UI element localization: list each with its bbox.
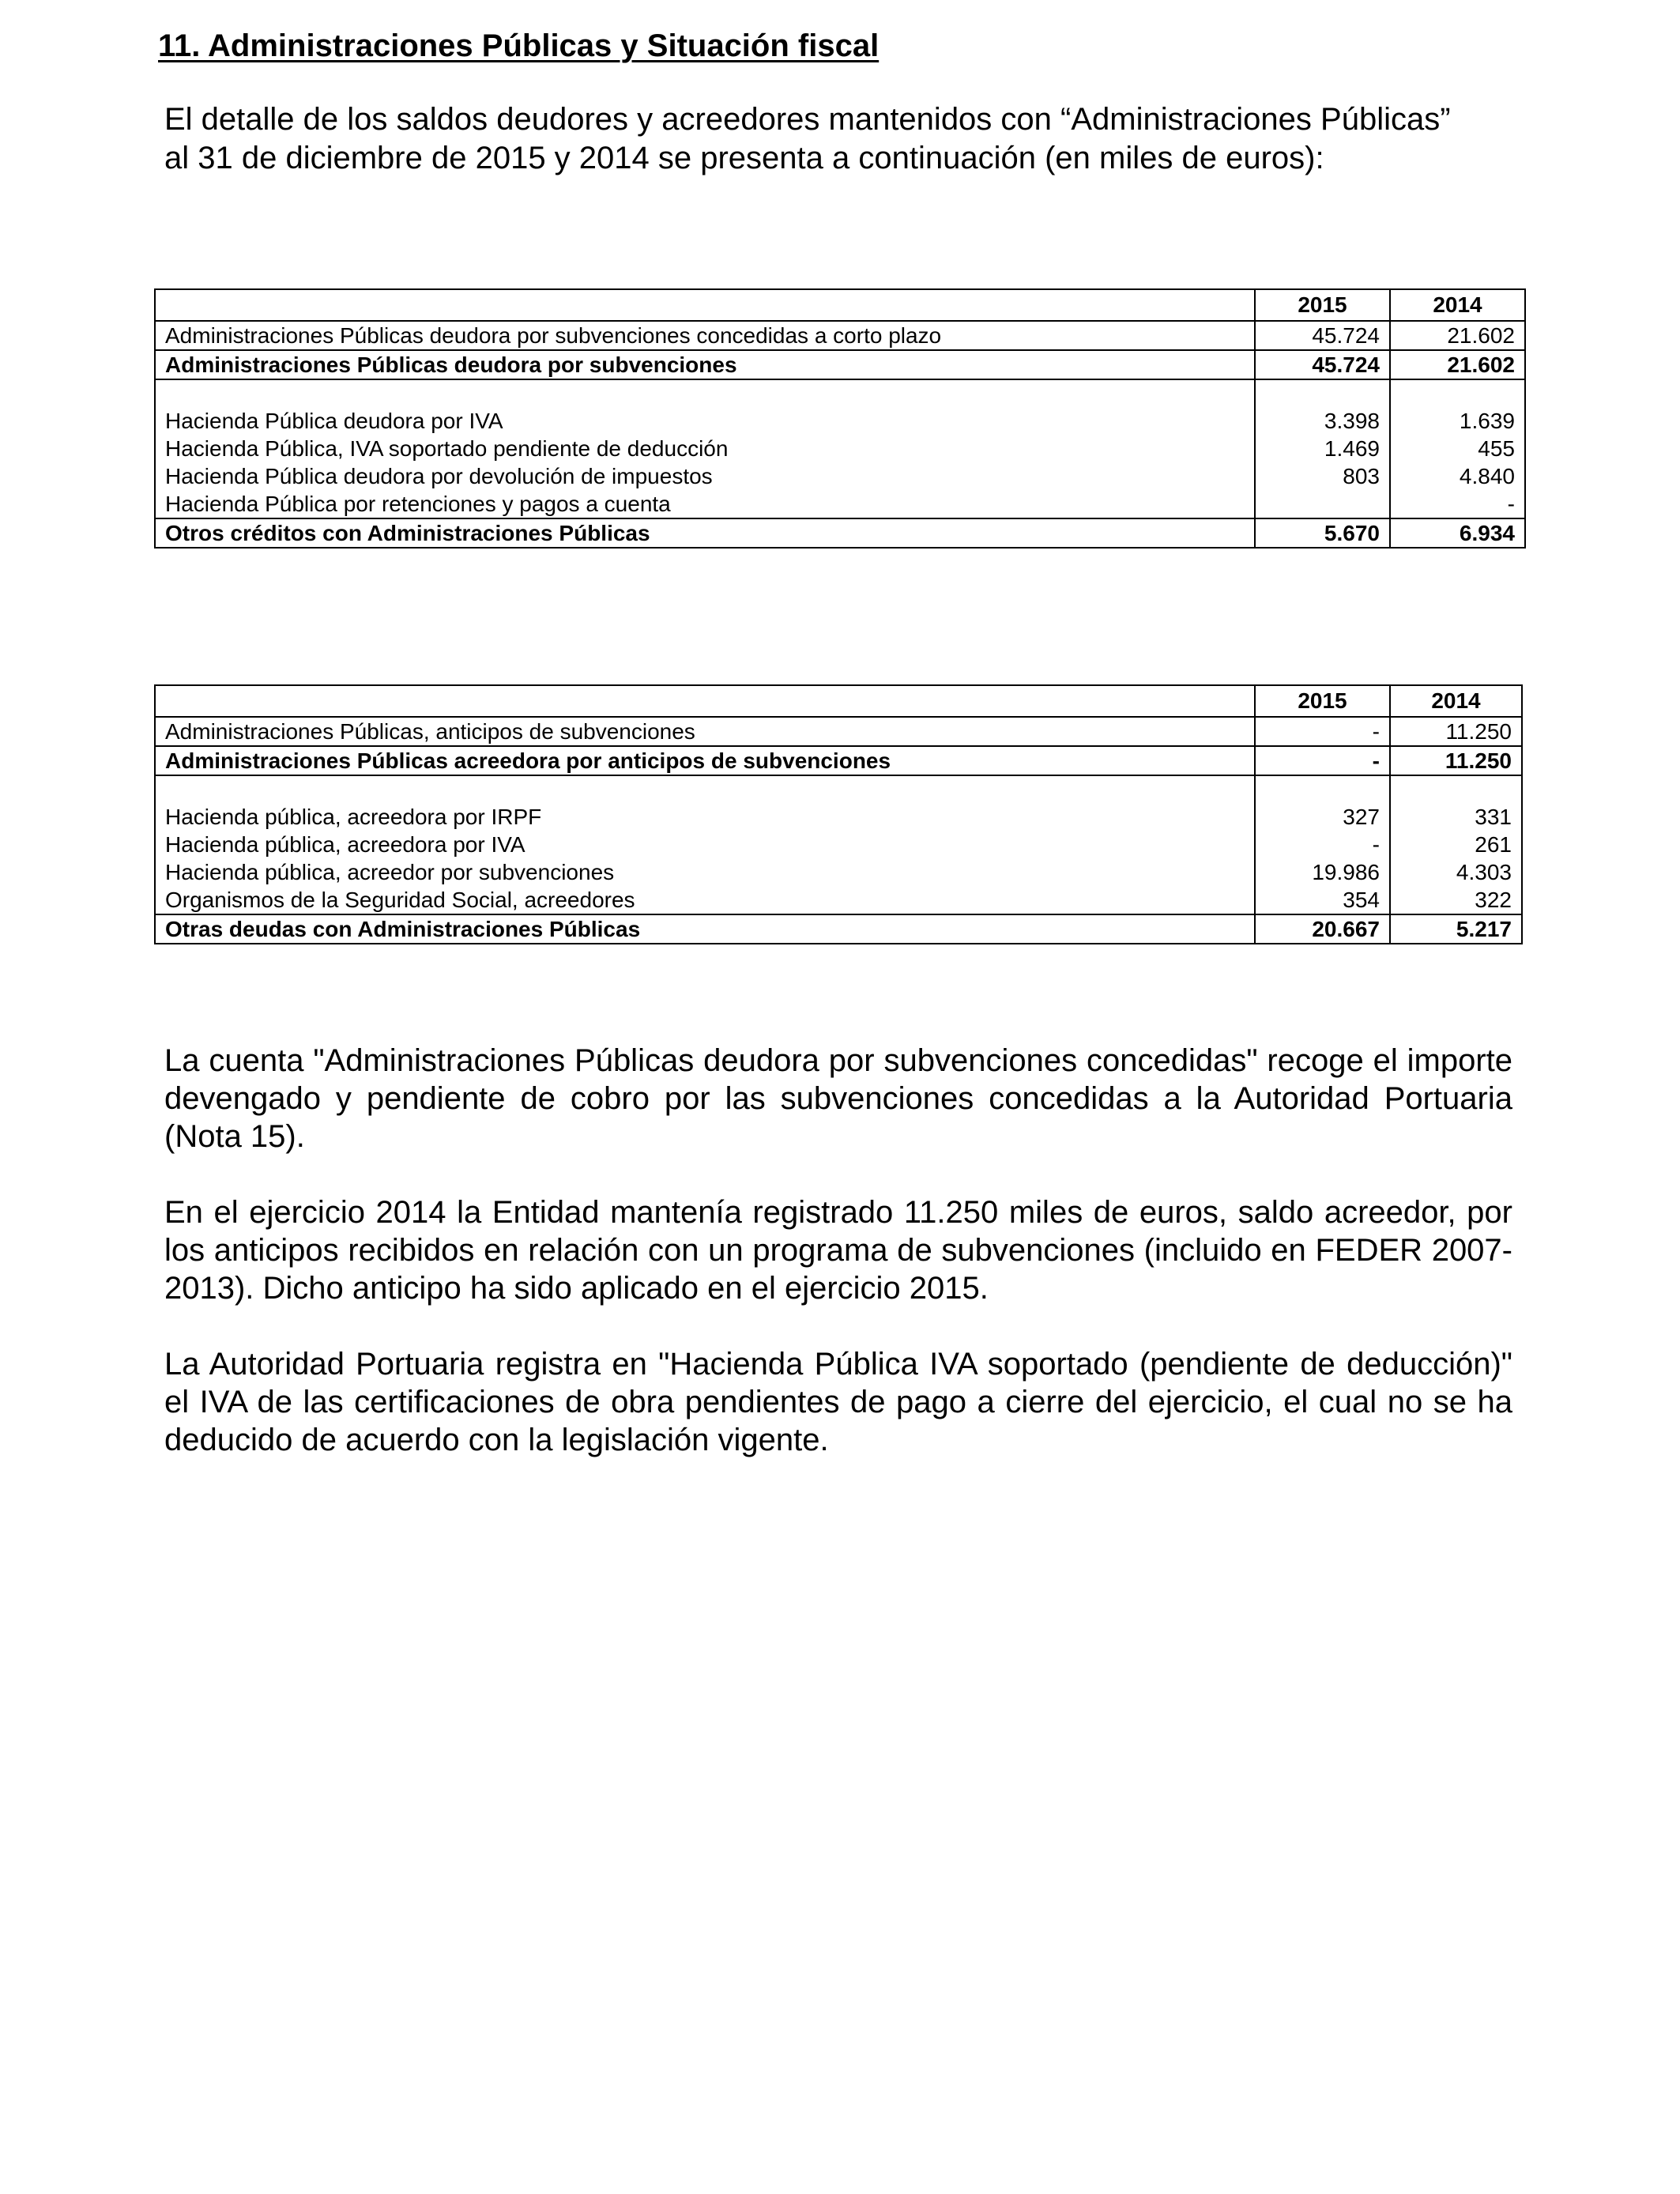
creditor-balances-table — [154, 684, 1523, 944]
value-2014: 331 — [1390, 803, 1522, 831]
table-row — [155, 321, 1525, 350]
value-2015: 1.469 — [1255, 435, 1390, 462]
row-label: Hacienda Pública deudora por IVA — [155, 407, 1255, 435]
row-label: Administraciones Públicas deudora por subvenciones concedidas a corto plazo — [155, 321, 1255, 350]
value-2014: 4.303 — [1390, 858, 1522, 886]
value-2014: 5.217 — [1390, 914, 1522, 944]
intro-line: El detalle de los saldos deudores y acreedores mantenidos con “Administraciones Públicas” — [164, 102, 1451, 137]
row-label: Hacienda pública, acreedora por IRPF — [155, 803, 1255, 831]
table-row — [155, 717, 1522, 746]
column-header-2015: 2015 — [1255, 685, 1390, 717]
debtor-balances-table — [154, 288, 1526, 548]
value-2015: 5.670 — [1255, 518, 1390, 548]
row-label: Administraciones Públicas, anticipos de subvenciones — [155, 717, 1255, 746]
value-2015: - — [1255, 831, 1390, 858]
row-label: Administraciones Públicas deudora por subvenciones — [155, 350, 1255, 379]
value-2015: - — [1255, 717, 1390, 746]
total-row — [155, 518, 1525, 548]
value-2015: 354 — [1255, 886, 1390, 914]
row-label: Organismos de la Seguridad Social, acreedores — [155, 886, 1255, 914]
header-empty-cell — [155, 289, 1255, 321]
notes-body — [164, 1042, 1512, 1497]
table-row — [155, 462, 1525, 490]
total-row — [155, 914, 1522, 944]
value-2014: 1.639 — [1390, 407, 1525, 435]
value-2015: 3.398 — [1255, 407, 1390, 435]
table-row — [155, 858, 1522, 886]
column-header-2014: 2014 — [1390, 685, 1522, 717]
value-2014: 21.602 — [1390, 321, 1525, 350]
intro-line: al 31 de diciembre de 2015 y 2014 se presenta a continuación (en miles de euros): — [164, 141, 1324, 175]
row-label: Hacienda Pública deudora por devolución de impuestos — [155, 462, 1255, 490]
value-2015: 45.724 — [1255, 321, 1390, 350]
value-2014: 21.602 — [1390, 350, 1525, 379]
table-row — [155, 490, 1525, 518]
row-label: Administraciones Públicas acreedora por anticipos de subvenciones — [155, 746, 1255, 775]
row-label: Hacienda Pública por retenciones y pagos a cuenta — [155, 490, 1255, 518]
value-2015: 803 — [1255, 462, 1390, 490]
table-row — [155, 803, 1522, 831]
paragraph: La Autoridad Portuaria registra en "Hacienda Pública IVA soportado (pendiente de deducción)" el IVA de las certificaciones de obra pendientes de pago a cierre del ejercicio, el cual no se ha deducido de acuerdo con la legislación vigente. — [164, 1347, 1512, 1457]
value-2015: - — [1255, 746, 1390, 775]
value-2014: 455 — [1390, 435, 1525, 462]
subtotal-row — [155, 350, 1525, 379]
paragraph: La cuenta "Administraciones Públicas deudora por subvenciones concedidas" recoge el importe devengado y pendiente de cobro por las subvenciones concedidas a la Autoridad Portuaria (Nota 15). — [164, 1043, 1512, 1154]
value-2014: 261 — [1390, 831, 1522, 858]
table-row — [155, 435, 1525, 462]
spacer-row — [155, 379, 1525, 407]
table-row — [155, 886, 1522, 914]
row-label: Otros créditos con Administraciones Públicas — [155, 518, 1255, 548]
paragraph: En el ejercicio 2014 la Entidad mantenía registrado 11.250 miles de euros, saldo acreedor, por los anticipos recibidos en relación con un programa de subvenciones (incluido en FEDER 2007-2013). Dicho anticipo ha sido aplicado en el ejercicio 2015. — [164, 1195, 1512, 1306]
value-2015: 327 — [1255, 803, 1390, 831]
value-2015: 45.724 — [1255, 350, 1390, 379]
value-2015: 20.667 — [1255, 914, 1390, 944]
value-2014: 11.250 — [1390, 746, 1522, 775]
value-2015: 19.986 — [1255, 858, 1390, 886]
value-2015 — [1255, 490, 1390, 518]
value-2014: 322 — [1390, 886, 1522, 914]
row-label: Hacienda pública, acreedor por subvenciones — [155, 858, 1255, 886]
row-label: Hacienda pública, acreedora por IVA — [155, 831, 1255, 858]
row-label: Hacienda Pública, IVA soportado pendiente de deducción — [155, 435, 1255, 462]
table-row — [155, 407, 1525, 435]
header-empty-cell — [155, 685, 1255, 717]
spacer-row — [155, 775, 1522, 803]
intro-paragraph — [164, 100, 1539, 178]
table-row — [155, 831, 1522, 858]
column-header-2014: 2014 — [1390, 289, 1525, 321]
value-2014: - — [1390, 490, 1525, 518]
table-header-row — [155, 685, 1522, 717]
value-2014: 4.840 — [1390, 462, 1525, 490]
subtotal-row — [155, 746, 1522, 775]
table-header-row — [155, 289, 1525, 321]
value-2014: 6.934 — [1390, 518, 1525, 548]
value-2014: 11.250 — [1390, 717, 1522, 746]
column-header-2015: 2015 — [1255, 289, 1390, 321]
row-label: Otras deudas con Administraciones Públicas — [155, 914, 1255, 944]
section-heading: 11. Administraciones Públicas y Situación fiscal — [158, 28, 880, 63]
